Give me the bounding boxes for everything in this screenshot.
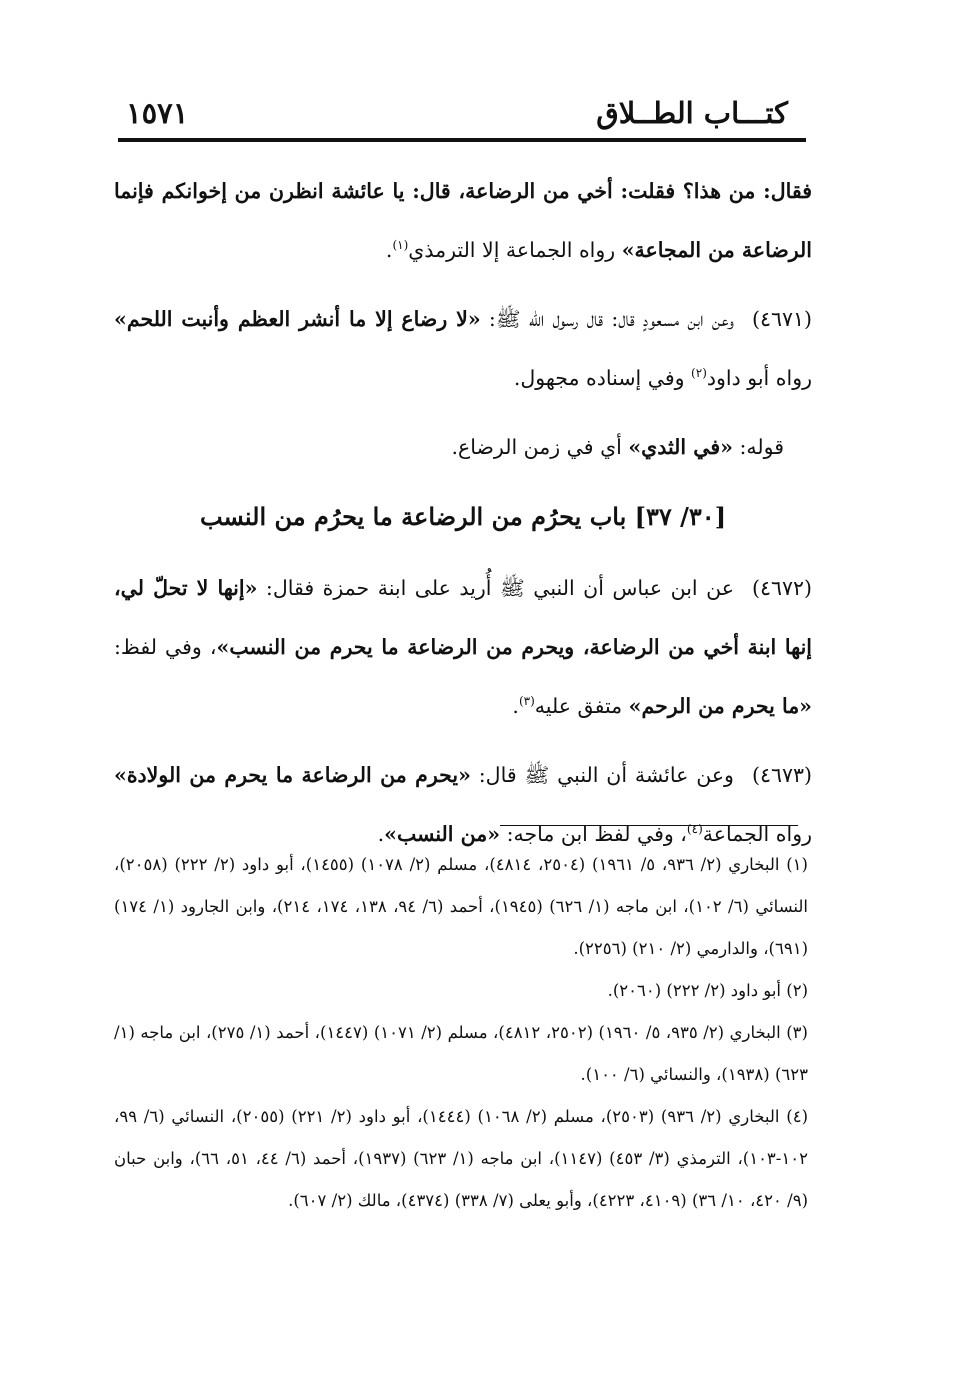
footnote-number: (٣) bbox=[786, 1023, 808, 1042]
commentary: قوله: «في الثدي» أي في زمن الرضاع. bbox=[451, 435, 784, 459]
hadith-intro: وعن عائشة أن النبي ﷺ قال: bbox=[470, 763, 734, 787]
narration-note: رواه الجماعة إلا الترمذي bbox=[408, 238, 622, 262]
footnote-ref[interactable]: (٢) bbox=[691, 366, 707, 381]
footnote-separator bbox=[500, 825, 798, 826]
hadith-number: (٤٦٧٣) bbox=[751, 763, 812, 787]
footnote-text: البخاري (٢/ ٩٣٥، ٥/ ١٩٦٠) (٢٥٠٢، ٤٨١٢)، مسلم (٢/ ١٠٧١) (١٤٤٧)، أحمد (١/ ٢٧٥)، ابن ماجه (١/ ٦٢٣) (١٩٣٨)، والنسائي (٦/ ١٠٠). bbox=[114, 1023, 808, 1084]
hadith-4673: (٤٦٧٣)وعن عائشة أن النبي ﷺ قال: «يحرم من الرضاعة ما يحرم من الولادة» رواه الجماعة$^{(٤)}$، وفي لفظ ابن ماجه: «من النسب». bbox=[114, 763, 812, 846]
footnote-ref[interactable]: (٣) bbox=[518, 694, 535, 709]
hadith-number: (٤٦٧٢) bbox=[751, 576, 812, 600]
chapter-title: [٣٠/ ٣٧] باب يحرُم من الرضاعة ما يحرُم من النسب bbox=[199, 502, 727, 531]
page-number: ١٥٧١ bbox=[126, 96, 189, 130]
hadith-intro: وعن ابن مسعودٍ قال: قال رسول الله ﷺ: bbox=[480, 307, 734, 331]
footnote bbox=[114, 970, 812, 1012]
hadith-text: «لا رضاع إلا ما أنشر العظم وأنبت اللحم» bbox=[114, 307, 481, 331]
footnote bbox=[114, 1012, 812, 1096]
hadith-4672: (٤٦٧٢)عن ابن عباس أن النبي ﷺ أُريد على ابنة حمزة فقال: «إنها لا تحلّ لي، إنها ابنة أخي من الرضاعة، ويحرم من الرضاعة ما يحرم من النسب»، وفي لفظ: «ما يحرم من الرحم» متفق عليه$^{(٣)}$. bbox=[114, 576, 813, 718]
hadith-text: فقال: من هذا؟ فقلت: أخي من الرضاعة، قال: يا عائشة انظرن من إخوانكم فإنما الرضاعة من المجاعة» bbox=[114, 179, 812, 262]
footnote-ref[interactable]: (٤) bbox=[686, 822, 703, 837]
footnote-number: (٤) bbox=[786, 1107, 808, 1126]
quoted-phrase: «في الثدي» bbox=[628, 435, 733, 459]
hadith-intro: عن ابن عباس أن النبي ﷺ أُريد على ابنة حمزة فقال: bbox=[257, 576, 734, 600]
hadith-4671 bbox=[114, 290, 812, 408]
footnote-ref[interactable]: (١) bbox=[392, 238, 409, 253]
hadith-text: «يحرم من الرضاعة ما يحرم من الولادة» bbox=[114, 763, 471, 787]
isnad-note: وفي إسناده مجهول. bbox=[513, 366, 692, 390]
hadith-text-variant: «ما يحرم من الرحم» bbox=[628, 694, 812, 718]
footnotes bbox=[114, 844, 812, 1222]
footnote-number: (١) bbox=[786, 855, 808, 874]
narration-note: رواه أبو داود bbox=[706, 366, 812, 390]
narration-note: متفق عليه bbox=[534, 694, 629, 718]
hadith-text-variant: «من النسب» bbox=[384, 822, 501, 846]
footnote-text: أبو داود (٢/ ٢٢٢) (٢٠٦٠). bbox=[607, 981, 781, 1000]
footnote-text: البخاري (٢/ ٩٣٦) (٢٥٠٣)، مسلم (٢/ ١٠٦٨) (١٤٤٤)، أبو داود (٢/ ٢٢١) (٢٠٥٥)، النسائي (٦/ ٩٩، ١٠٢-١٠٣)، الترمذي (٣/ ٤٥٣) (١١٤٧)، ابن ماجه (١/ ٦٢٣) (١٩٣٧)، أحمد (٦/ ٤٤، ٥١، ٦٦)، وابن حبان (٩/ ٤٢٠، ١٠/ ٣٦) (٤١٠٩، ٤٢٢٣)، وأبو يعلى (٧/ ٣٣٨) (٤٣٧٤)، مالك (٢/ ٦٠٧). bbox=[114, 1107, 808, 1210]
footnote-text: البخاري (٢/ ٩٣٦، ٥/ ١٩٦١) (٢٥٠٤، ٤٨١٤)، مسلم (٢/ ١٠٧٨) (١٤٥٥)، أبو داود (٢/ ٢٢٢) (٢٠٥٨)، النسائي (٦/ ١٠٢)، ابن ماجه (١/ ٦٢٦) (١٩٤٥)، أحمد (٦/ ٩٤، ١٣٨، ١٧٤، ٢١٤)، وابن الجارود (١/ ١٧٤) (٦٩١)، والدارمي (٢/ ٢١٠) (٢٢٥٦). bbox=[114, 855, 809, 958]
main-text bbox=[114, 162, 812, 874]
book-title: كتـــاب الطــلاق bbox=[596, 96, 788, 130]
paragraph-continuation: فقال: من هذا؟ فقلت: أخي من الرضاعة، قال: يا عائشة انظرن من إخوانكم فإنما الرضاعة من المجاعة» رواه الجماعة إلا الترمذي$^{(١)}$. bbox=[114, 179, 812, 262]
narration-note: رواه الجماعة bbox=[702, 822, 812, 846]
page-header bbox=[118, 92, 806, 142]
hadith-text: «إنها لا تحلّ لي، إنها ابنة أخي من الرضاعة، ويحرم من الرضاعة ما يحرم من النسب» bbox=[114, 576, 813, 659]
footnote-number: (٢) bbox=[786, 981, 808, 1000]
hadith-number: (٤٦٧١) bbox=[751, 307, 812, 331]
footnote bbox=[114, 844, 812, 970]
footnote bbox=[114, 1096, 812, 1222]
